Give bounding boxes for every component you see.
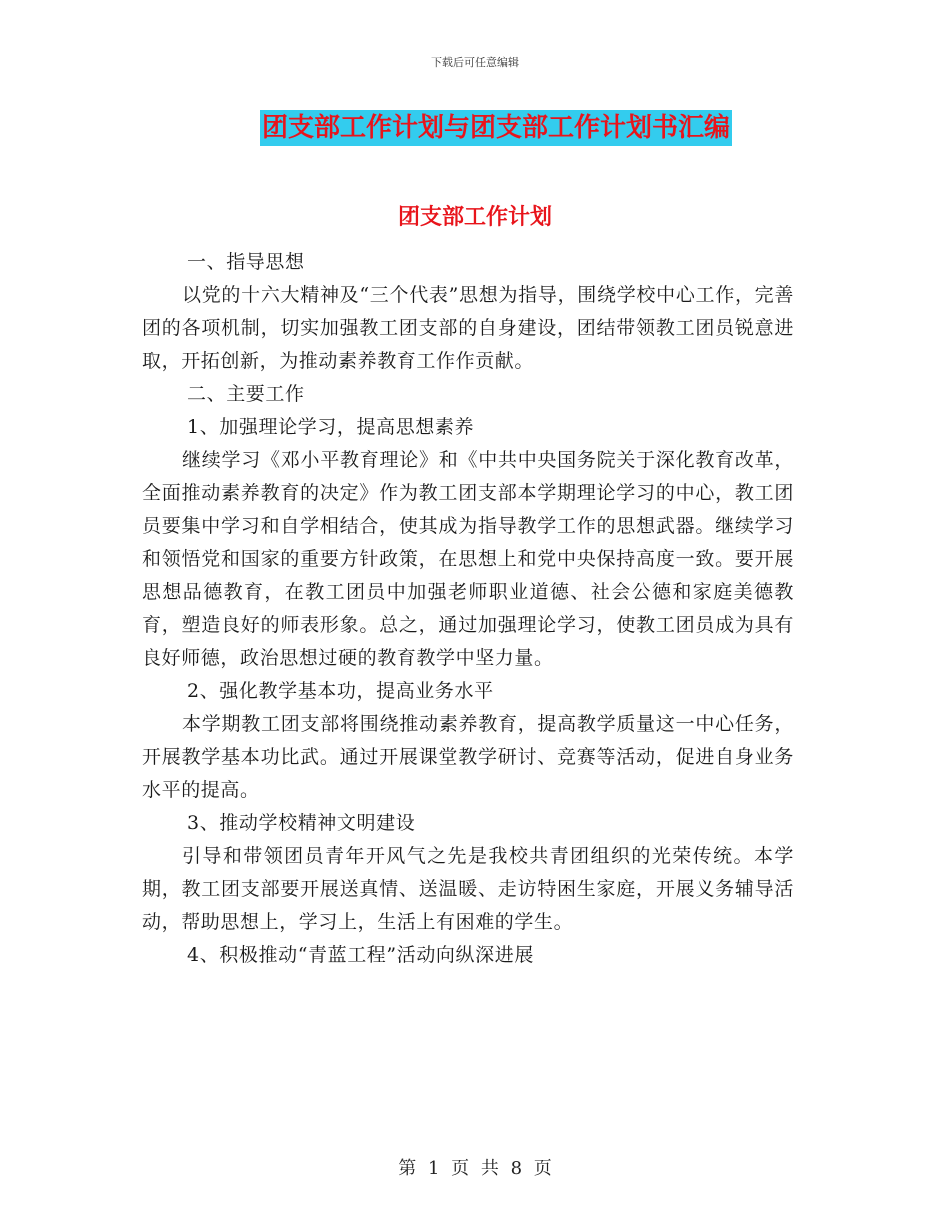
heading-teaching-skills: 2、强化教学基本功，提高业务水平: [187, 680, 494, 702]
paragraph-spiritual-civilization: 引导和带领团员青年开风气之先是我校共青团组织的光荣传统。本学期，教工团支部要开展送真情、送温暖、走访特困生家庭，开展义务辅导活动，帮助思想上，学习上，生活上有困难的学生。: [142, 845, 794, 933]
heading-main-work: 二、主要工作: [187, 383, 305, 405]
section-title: 团支部工作计划: [397, 204, 552, 230]
document-title: 团支部工作计划与团支部工作计划书汇编: [260, 110, 732, 146]
page-footer: 第 1 页 共 8 页: [398, 1158, 552, 1179]
heading-guiding-ideology: 一、指导思想: [187, 251, 305, 273]
paragraph-theory-study: 继续学习《邓小平教育理论》和《中共中央国务院关于深化教育改革，全面推动素养教育的决定》作为教工团支部本学期理论学习的中心，教工团员要集中学习和自学相结合，使其成为指导教学工作的思想武器。继续学习和领悟党和国家的重要方针政策，在思想上和党中央保持高度一致。要开展思想品德教育，在教工团员中加强老师职业道德、社会公德和家庭美德教育，塑造良好的师表形象。总之，通过加强理论学习，使教工团员成为具有良好师德，政治思想过硬的教育教学中坚力量。: [142, 449, 794, 669]
paragraph-teaching-skills: 本学期教工团支部将围绕推动素养教育，提高教学质量这一中心任务，开展教学基本功比武。通过开展课堂教学研讨、竞赛等活动，促进自身业务水平的提高。: [142, 713, 794, 801]
heading-qinglan-project: 4、积极推动“青蓝工程”活动向纵深进展: [187, 944, 534, 966]
heading-theory-study: 1、加强理论学习，提高思想素养: [187, 416, 475, 438]
document-body: [142, 246, 794, 972]
header-note: 下载后可任意编辑: [431, 56, 519, 69]
paragraph-guiding-ideology: 以党的十六大精神及“三个代表”思想为指导，围绕学校中心工作，完善团的各项机制，切实加强教工团支部的自身建设，团结带领教工团员锐意进取，开拓创新，为推动素养教育工作作贡献。: [142, 284, 794, 372]
heading-spiritual-civilization: 3、推动学校精神文明建设: [187, 812, 416, 834]
